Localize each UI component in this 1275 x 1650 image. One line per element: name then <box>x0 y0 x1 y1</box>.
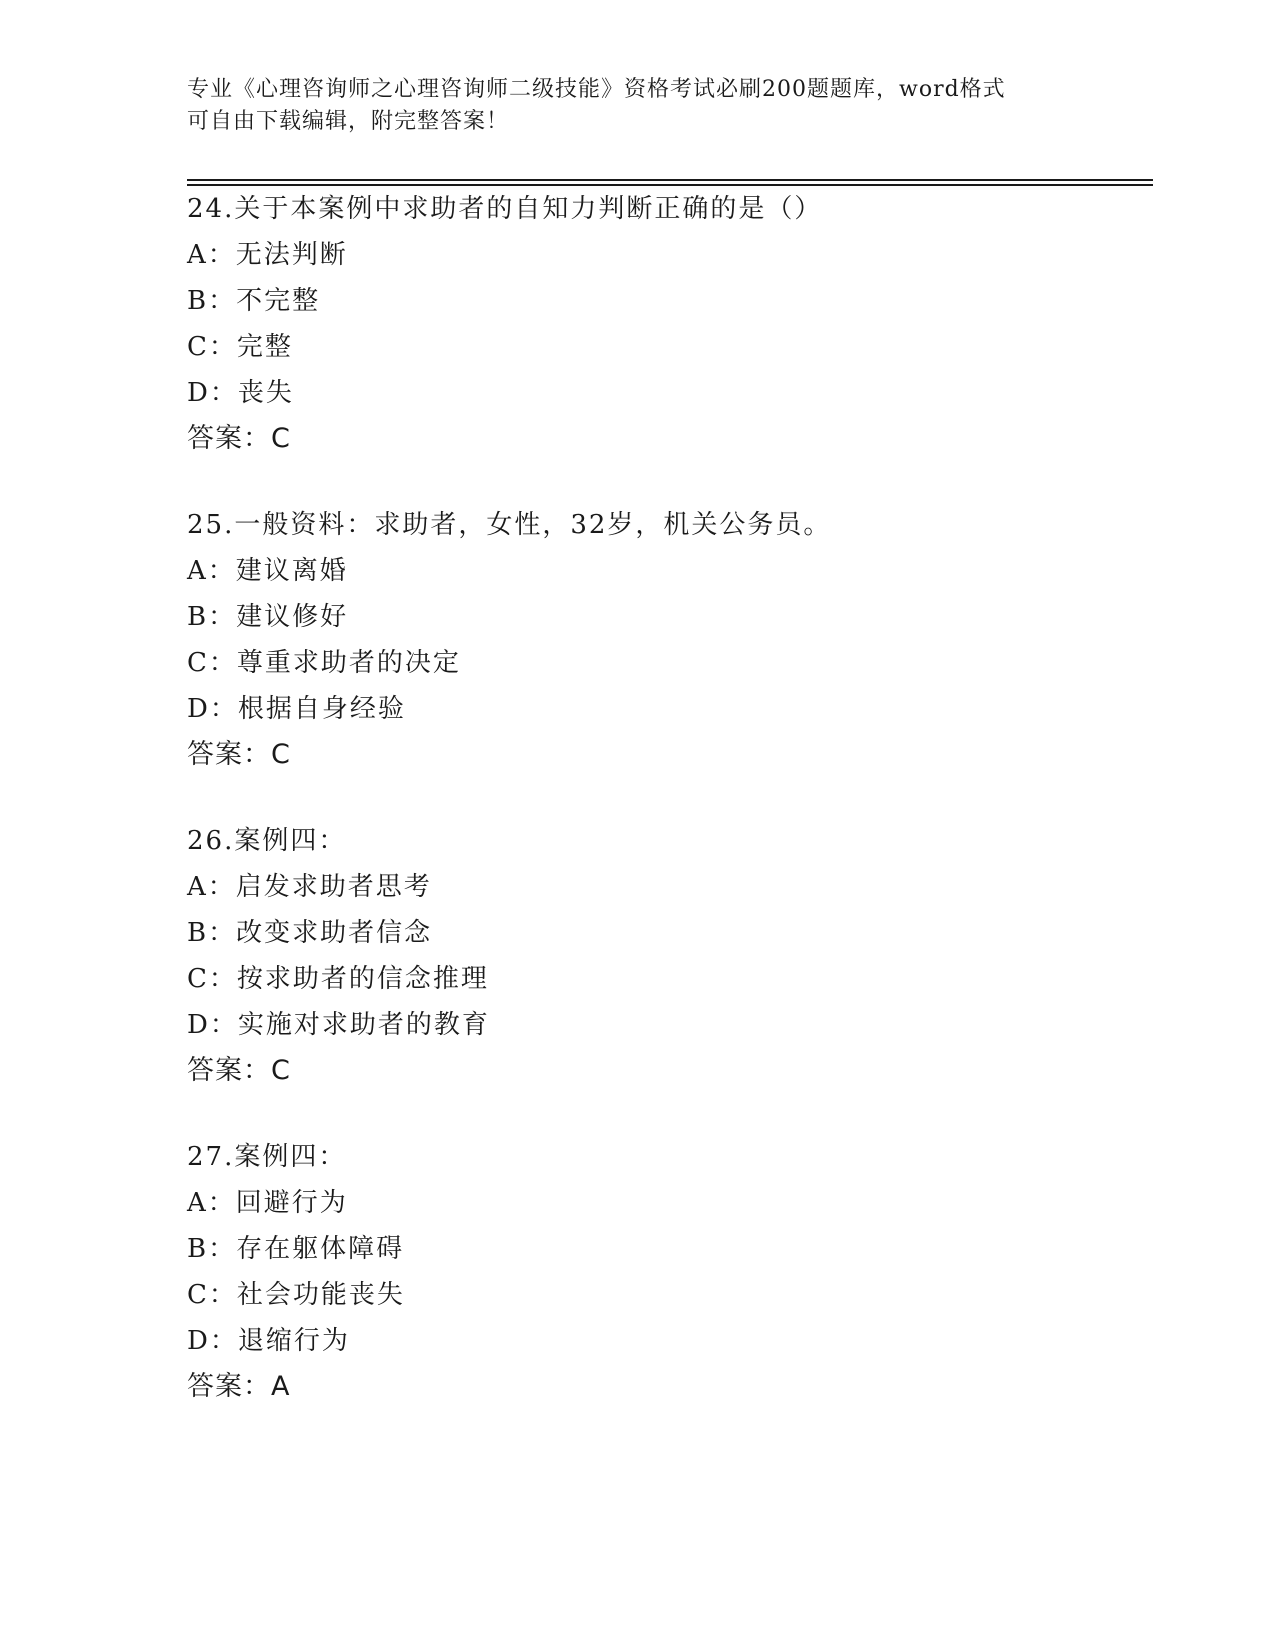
option-d: D：实施对求助者的教育 <box>187 1010 490 1040</box>
question-stem: 26.案例四： <box>187 826 347 856</box>
option-a: A：启发求助者思考 <box>187 872 432 902</box>
question-27 <box>187 1134 1147 1410</box>
option-b: B：不完整 <box>187 286 321 316</box>
option-c: C：尊重求助者的决定 <box>187 648 461 678</box>
document-header <box>187 74 1067 138</box>
option-b: B：存在躯体障碍 <box>187 1234 405 1264</box>
question-24 <box>187 186 1147 462</box>
option-d: D：退缩行为 <box>187 1326 350 1356</box>
option-b: B：建议修好 <box>187 602 349 632</box>
question-26 <box>187 818 1147 1094</box>
option-a: A：建议离婚 <box>187 556 348 586</box>
answer: 答案：C <box>187 423 291 454</box>
option-a: A：回避行为 <box>187 1188 348 1218</box>
option-a: A：无法判断 <box>187 240 348 270</box>
answer: 答案：C <box>187 739 291 770</box>
question-25 <box>187 502 1147 778</box>
option-c: C：完整 <box>187 332 293 362</box>
header-divider-top <box>187 179 1153 181</box>
question-stem: 24.关于本案例中求助者的自知力判断正确的是（） <box>187 194 823 224</box>
answer: 答案：C <box>187 1055 291 1086</box>
header-line-2: 可自由下载编辑，附完整答案！ <box>187 109 510 134</box>
option-c: C：社会功能丧失 <box>187 1280 405 1310</box>
question-stem: 27.案例四： <box>187 1142 347 1172</box>
option-b: B：改变求助者信念 <box>187 918 433 948</box>
answer: 答案：A <box>187 1371 291 1402</box>
header-line-1: 专业《心理咨询师之心理咨询师二级技能》资格考试必刷200题题库，word格式 <box>187 77 1006 102</box>
question-stem: 25.一般资料：求助者，女性，32岁，机关公务员。 <box>187 510 832 540</box>
option-c: C：按求助者的信念推理 <box>187 964 489 994</box>
option-d: D：丧失 <box>187 378 294 408</box>
option-d: D：根据自身经验 <box>187 694 406 724</box>
